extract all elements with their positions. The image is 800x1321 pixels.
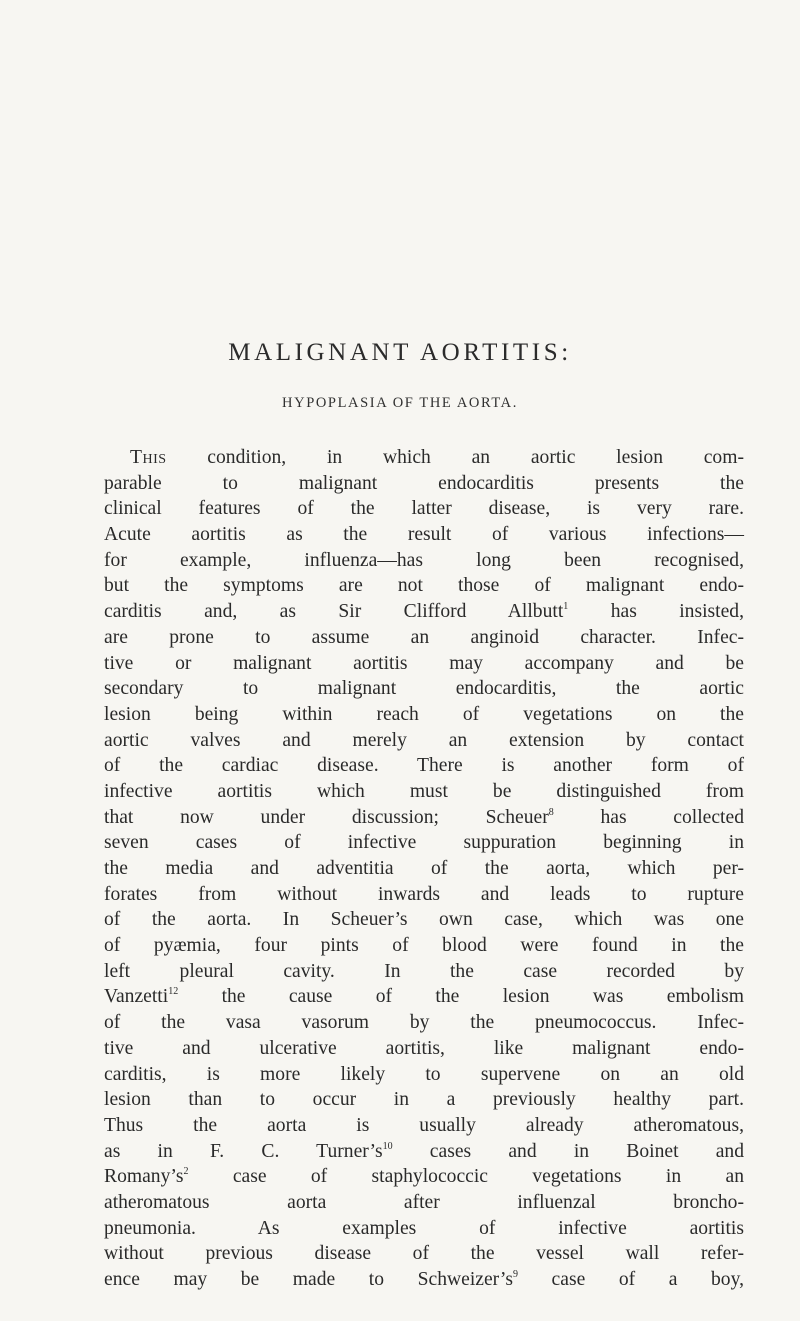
- text-line: pneumonia. As examples of infective aortitis: [104, 1217, 744, 1239]
- text-line: the media and adventitia of the aorta, which per-: [104, 858, 744, 879]
- text-line: secondary to malignant endocarditis, the aortic: [104, 678, 744, 700]
- text-line: but the symptoms are not those of malignant endo-: [104, 575, 744, 597]
- text-line: Thus the aorta is usually already atheromatous,: [104, 1114, 744, 1136]
- footnote-ref: 2: [183, 1166, 189, 1178]
- footnote-ref: 8: [548, 806, 554, 818]
- text-line: atheromatous aorta after influenzal broncho-: [104, 1191, 744, 1213]
- text-line: carditis and, as Sir Clifford Allbutt$^1$ has insisted,: [104, 601, 745, 623]
- text-line: of the cardiac disease. There is another form of: [104, 755, 744, 777]
- lead-word: This: [130, 447, 167, 468]
- footnote-ref: 9: [513, 1269, 518, 1280]
- text-line: without previous disease of the vessel wall refer-: [104, 1243, 744, 1265]
- text-line: Acute aortitis as the result of various infections—: [104, 524, 744, 546]
- text-line: forates from without inwards and leads to rupture: [104, 883, 744, 905]
- footnote-ref: 10: [382, 1140, 393, 1152]
- footnote-ref: 1: [563, 601, 569, 613]
- text-line: tive and ulcerative aortitis, like malignant endo-: [104, 1037, 744, 1059]
- text-line: lesion than to occur in a previously healthy part.: [104, 1089, 744, 1111]
- text-line: This condition, in which an aortic lesion com-: [130, 447, 744, 468]
- text-line: that now under discussion; Scheuer$^8$ has collected: [104, 806, 744, 828]
- text-line: Vanzetti$^{12}$ the cause of the lesion was embolism: [104, 986, 744, 1008]
- text-line: as in F. C. $Turner’s^{10}$ cases and in Boinet and: [104, 1140, 744, 1162]
- page-title: MALIGNANT AORTITIS:: [228, 339, 572, 366]
- body-paragraph: [104, 445, 744, 1293]
- text-line: of the vasa vasorum by the pneumococcus. Infec-: [104, 1012, 744, 1034]
- text-line: $Romany’s^2$ case of staphylococcic vegetations in an: [104, 1166, 744, 1188]
- text-line: for example, influenza—has long been recognised,: [104, 549, 744, 571]
- text-line: seven cases of infective suppuration beginning in: [104, 832, 744, 854]
- text-line: lesion being within reach of vegetations on the: [104, 703, 744, 725]
- text-line: infective aortitis which must be distinguished from: [104, 780, 744, 802]
- text-line: left pleural cavity. In the case recorded by: [104, 960, 744, 982]
- text-line: parable to malignant endocarditis presents the: [104, 472, 744, 494]
- text-line: are prone to assume an anginoid character. Infec-: [104, 626, 744, 648]
- text-line: ence may be made to $Schweizer’s^9$ case of a boy,: [104, 1269, 744, 1290]
- text-line: tive or malignant aortitis may accompany and be: [104, 652, 744, 674]
- page-subtitle: HYPOPLASIA OF THE AORTA.: [282, 395, 518, 411]
- text-line: aortic valves and merely an extension by contact: [104, 729, 744, 751]
- text-line: carditis, is more likely to supervene on an old: [104, 1063, 744, 1085]
- footnote-ref: 12: [168, 986, 179, 998]
- text-line: clinical features of the latter disease, is very rare.: [104, 498, 744, 520]
- text-line: of pyæmia, four pints of blood were found in the: [104, 935, 744, 957]
- text-line: of the aorta. In Scheuer’s own case, which was one: [104, 909, 744, 931]
